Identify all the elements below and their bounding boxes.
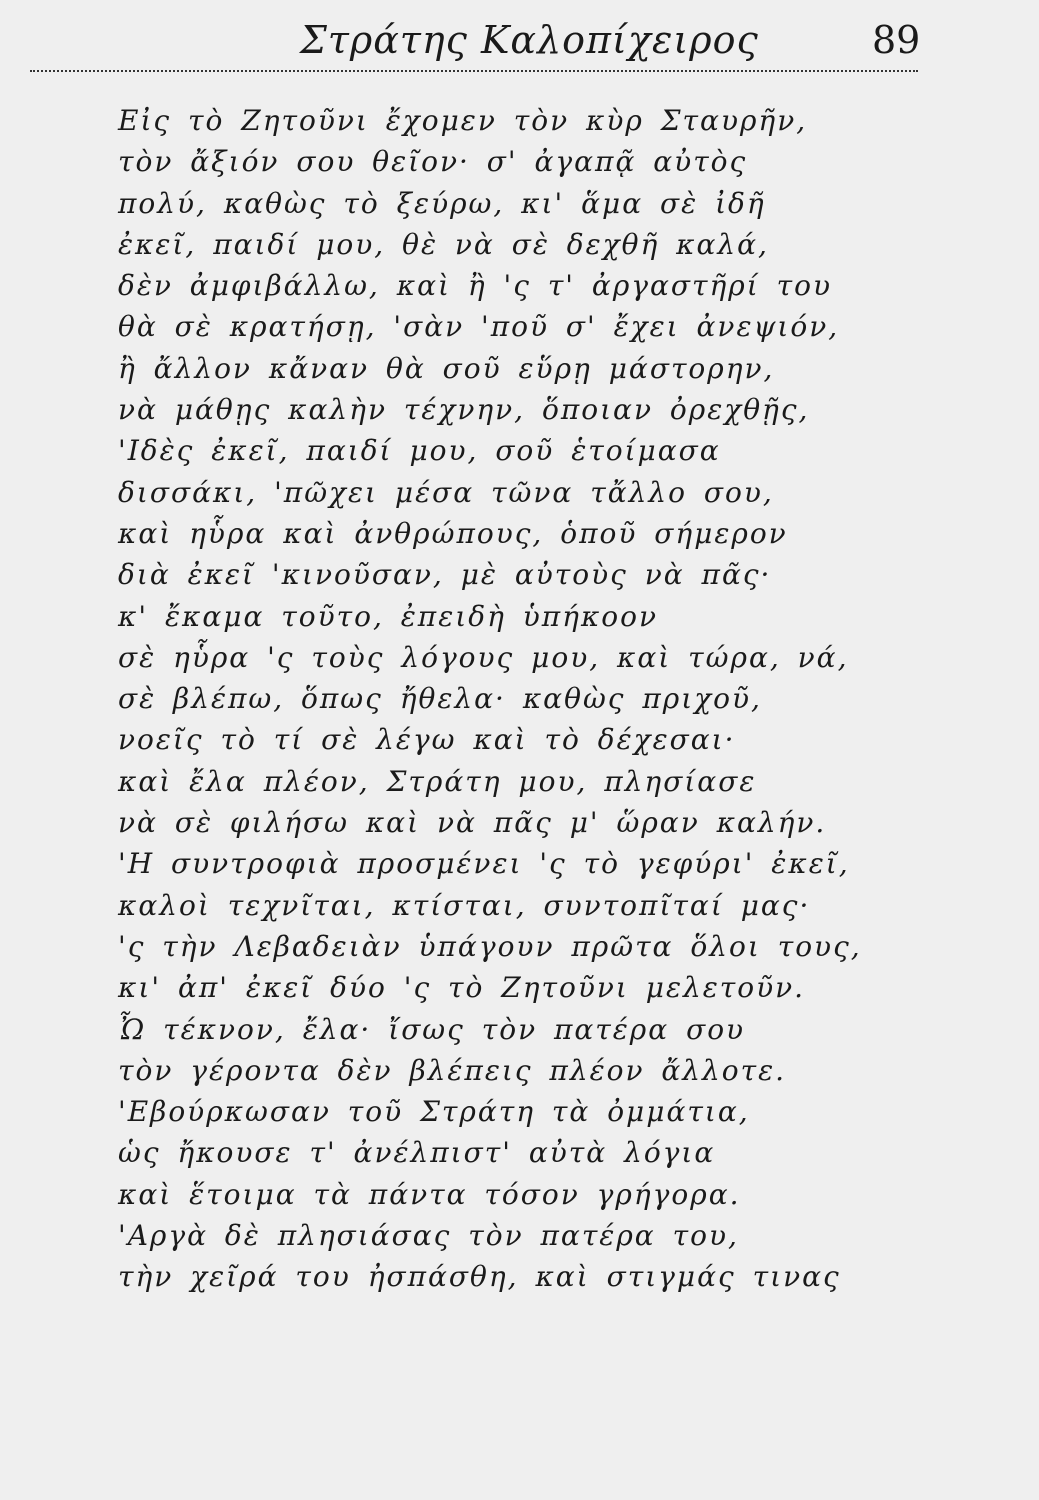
poem-line: ἢ ἄλλον κἄναν θὰ σοῦ εὕρῃ μάστορην, xyxy=(118,351,775,385)
poem-line: καὶ ἔλα πλέον, Στράτη μου, πλησίασε xyxy=(118,764,757,798)
poem-line: δὲν ἀμφιβάλλω, καὶ ἢ 'ς τ' ἀργαστῆρί του xyxy=(118,269,833,303)
poem-line: ὡς ἤκουσε τ' ἀνέλπιστ' αὐτὰ λόγια xyxy=(118,1136,716,1170)
poem-line: νοεῖς τὸ τί σὲ λέγω καὶ τὸ δέχεσαι· xyxy=(118,723,736,757)
poem-line: 'Εβούρκωσαν τοῦ Στράτη τὰ ὀμμάτια, xyxy=(118,1095,750,1129)
poem-line: τὴν χεῖρά του ἠσπάσθη, καὶ στιγμάς τινας xyxy=(118,1260,841,1294)
poem-line: θὰ σὲ κρατήσῃ, 'σὰν 'ποῦ σ' ἔχει ἀνεψιόν, xyxy=(118,310,840,344)
poem-line: 'Ιδὲς ἐκεῖ, παιδί μου, σοῦ ἑτοίμασα xyxy=(118,434,721,468)
poem-line: καὶ ηὗρα καὶ ἀνθρώπους, ὁποῦ σήμερον xyxy=(118,516,788,550)
poem-line: νὰ μάθῃς καλὴν τέχνην, ὅποιαν ὀρεχθῇς, xyxy=(118,393,810,427)
poem-line: πολύ, καθὼς τὸ ξεύρω, κι' ἅμα σὲ ἰδῆ xyxy=(118,186,766,220)
header-rule xyxy=(30,70,918,72)
poem-line: καλοὶ τεχνῖται, κτίσται, συντοπῖταί μας· xyxy=(118,888,811,922)
poem-line: σὲ ηὗρα 'ς τοὺς λόγους μου, καὶ τώρα, νά, xyxy=(118,640,849,674)
poem-line: ἐκεῖ, παιδί μου, θὲ νὰ σὲ δεχθῆ καλά, xyxy=(118,227,769,261)
poem-line: τὸν γέροντα δὲν βλέπεις πλέον ἄλλοτε. xyxy=(118,1053,787,1087)
poem-line: 'ς τὴν Λεβαδειὰν ὑπάγουν πρῶτα ὅλοι τους, xyxy=(118,929,862,963)
poem-line: καὶ ἕτοιμα τὰ πάντα τόσον γρήγορα. xyxy=(118,1177,741,1211)
poem-line: σὲ βλέπω, ὅπως ἤθελα· καθὼς πριχοῦ, xyxy=(118,682,762,716)
poem-line: δισσάκι, 'πῶχει μέσα τῶνα τἄλλο σου, xyxy=(118,475,774,509)
poem-line: διὰ ἐκεῖ 'κινοῦσαν, μὲ αὐτοὺς νὰ πᾶς· xyxy=(118,558,772,592)
poem-line: κ' ἔκαμα τοῦτο, ἐπειδὴ ὑπήκοον xyxy=(118,599,659,633)
running-head-title: Στράτης Καλοπίχειρος xyxy=(300,18,759,62)
poem-line: νὰ σὲ φιλήσω καὶ νὰ πᾶς μ' ὥραν καλήν. xyxy=(118,806,827,840)
poem-line: κι' ἀπ' ἐκεῖ δύο 'ς τὸ Ζητοῦνι μελετοῦν. xyxy=(118,971,806,1005)
poem-line: Ὦ τέκνον, ἔλα· ἴσως τὸν πατέρα σου xyxy=(118,1012,746,1046)
poem-line: τὸν ἄξιόν σου θεῖον· σ' ἀγαπᾷ αὐτὸς xyxy=(118,145,748,179)
page-number: 89 xyxy=(872,18,921,62)
poem-line: Εἰς τὸ Ζητοῦνι ἔχομεν τὸν κὺρ Σταυρῆν, xyxy=(118,104,808,137)
running-head xyxy=(0,0,1039,70)
poem-body xyxy=(118,100,862,1298)
poem-line: 'Αργὰ δὲ πλησιάσας τὸν πατέρα του, xyxy=(118,1219,739,1253)
poem-line: 'Η συντροφιὰ προσμένει 'ς τὸ γεφύρι' ἐκεῖ, xyxy=(118,847,850,881)
